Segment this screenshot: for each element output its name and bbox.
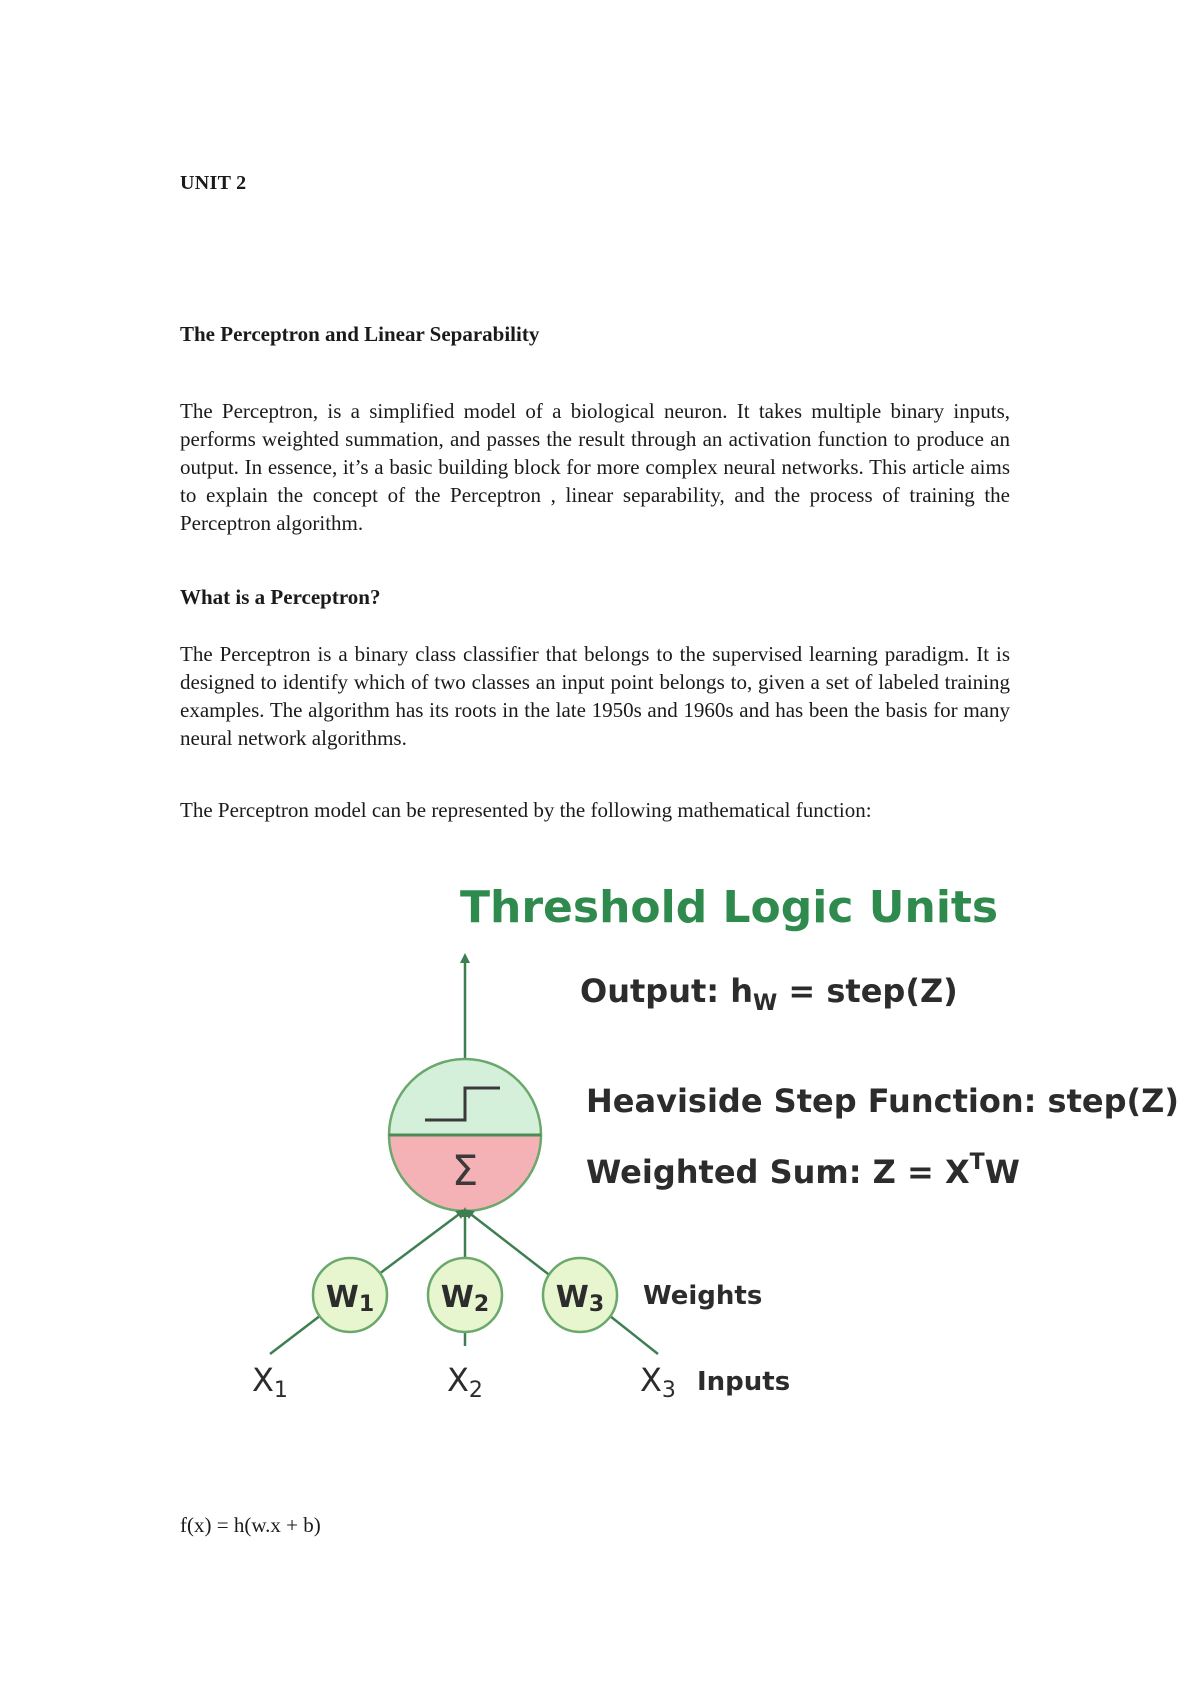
weight-node-2: [428, 1258, 502, 1332]
inputs-label: Inputs: [697, 1367, 791, 1397]
input-x1: X1: [252, 1361, 288, 1403]
weights-label: Weights: [643, 1281, 763, 1311]
weighted-sum-label: Weighted Sum: $Z = X^TW$: [586, 1150, 1020, 1191]
output-label: Output: $h_W$ = step(Z): [580, 972, 958, 1016]
sigma-icon: Σ: [451, 1146, 479, 1195]
section-title: The Perceptron and Linear Separability: [180, 322, 540, 346]
subsection-title: What is a Perceptron?: [180, 585, 381, 609]
model-intro-paragraph: The Perceptron model can be represented by the following mathematical function:: [180, 798, 872, 822]
intro-paragraph: The Perceptron, is a simplified model of a biological neuron. It takes multiple binary inputs, performs weighted summation, and passes the result through an activation function to produce an output. In essence, it’s a basic building block for more complex neural networks. This article aims to explain the concept of the Perceptron , linear separability, and the process of training the Perceptron algorithm.: [180, 399, 1010, 535]
perceptron-formula: f(x) = h(w.x + b): [180, 1513, 321, 1537]
svg-text:W1: W1: [325, 1280, 375, 1317]
input-x2: X2: [447, 1361, 483, 1403]
svg-text:W2: W2: [440, 1280, 490, 1317]
weight-node-1: [313, 1258, 387, 1332]
figure-title: Threshold Logic Units: [460, 882, 999, 933]
weight-node-3: [543, 1258, 617, 1332]
input-x3: X3: [640, 1361, 676, 1403]
threshold-logic-unit-diagram: [200, 870, 1200, 1430]
definition-paragraph: The Perceptron is a binary class classifier that belongs to the supervised learning paradigm. It is designed to identify which of two classes an input point belongs to, given a set of labeled training examples. The algorithm has its roots in the late 1950s and 1960s and has been the basis for many neural network algorithms.: [180, 642, 1010, 750]
unit-label: UNIT 2: [180, 172, 247, 194]
svg-text:W3: W3: [555, 1280, 605, 1317]
neuron-node: [385, 1055, 545, 1215]
step-function-label: Heaviside Step Function: step(Z): [586, 1082, 1179, 1120]
